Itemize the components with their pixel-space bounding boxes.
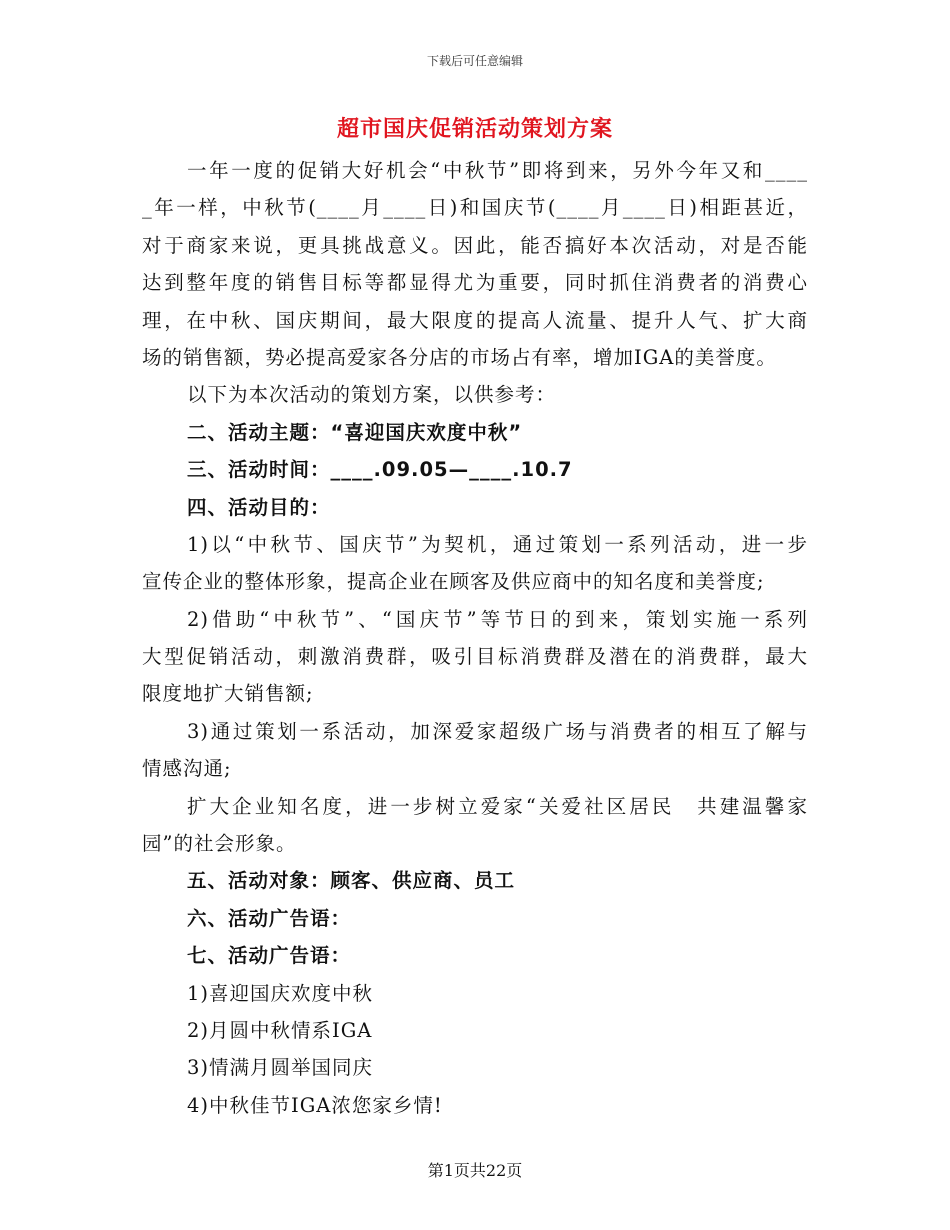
slogan-item: 1)喜迎国庆欢度中秋 (187, 981, 374, 1005)
section-heading-slogan-seven: 七、活动广告语： (187, 944, 352, 968)
paragraph-line: 理，在中秋、国庆期间，最大限度的提高人流量、提升人气、扩大商 (142, 308, 808, 332)
list-item-line: 1)以“中秋节、国庆节”为契机，通过策划一系列活动，进一步 (187, 532, 808, 556)
paragraph-line: 场的销售额，势必提高爱家各分店的市场占有率，增加IGA的美誉度。 (142, 345, 777, 369)
paragraph-line: 达到整年度的销售目标等都显得尤为重要，同时抓住消费者的消费心 (142, 271, 808, 295)
section-heading-slogan-six: 六、活动广告语： (187, 906, 352, 930)
list-item-line: 情感沟通; (142, 757, 232, 781)
document-title: 超市国庆促销活动策划方案 (336, 117, 613, 142)
paragraph-line: 园”的社会形象。 (142, 832, 297, 856)
section-heading-purpose: 四、活动目的： (187, 495, 331, 519)
paragraph-line: _年一样，中秋节(____月____日)和国庆节(____月____日)相距甚近， (142, 196, 808, 220)
list-item-line: 大型促销活动，刺激消费群，吸引目标消费群及潜在的消费群，最大 (142, 645, 808, 669)
section-heading-time: 三、活动时间：____.09.05—____.10.7 (187, 458, 573, 482)
section-heading-audience: 五、活动对象：顾客、供应商、员工 (187, 869, 516, 893)
slogan-item: 2)月圆中秋情系IGA (187, 1018, 373, 1042)
header-note: 下载后可任意编辑 (426, 54, 523, 68)
slogan-item: 3)情满月圆举国同庆 (187, 1056, 374, 1080)
paragraph-line: 扩大企业知名度，进一步树立爱家“关爱社区居民 共建温馨家 (187, 794, 808, 818)
paragraph-line: 对于商家来说，更具挑战意义。因此，能否搞好本次活动，对是否能 (142, 233, 808, 257)
list-item-line: 2)借助“中秋节”、“国庆节”等节日的到来，策划实施一系列 (187, 607, 808, 631)
list-item-line: 3)通过策划一系活动，加深爱家超级广场与消费者的相互了解与 (187, 719, 808, 743)
paragraph-line: 一年一度的促销大好机会“中秋节”即将到来，另外今年又和____ (187, 159, 808, 182)
paragraph-line: 以下为本次活动的策划方案，以供参考： (187, 383, 557, 407)
document-body (142, 152, 808, 1124)
page-number: 第1页共22页 (427, 1161, 523, 1180)
list-item-line: 限度地扩大销售额; (142, 682, 314, 706)
section-heading-theme: 二、活动主题：“喜迎国庆欢度中秋” (187, 420, 523, 444)
slogan-item: 4)中秋佳节IGA浓您家乡情! (187, 1093, 443, 1117)
list-item-line: 宣传企业的整体形象，提高企业在顾客及供应商中的知名度和美誉度; (142, 570, 765, 594)
